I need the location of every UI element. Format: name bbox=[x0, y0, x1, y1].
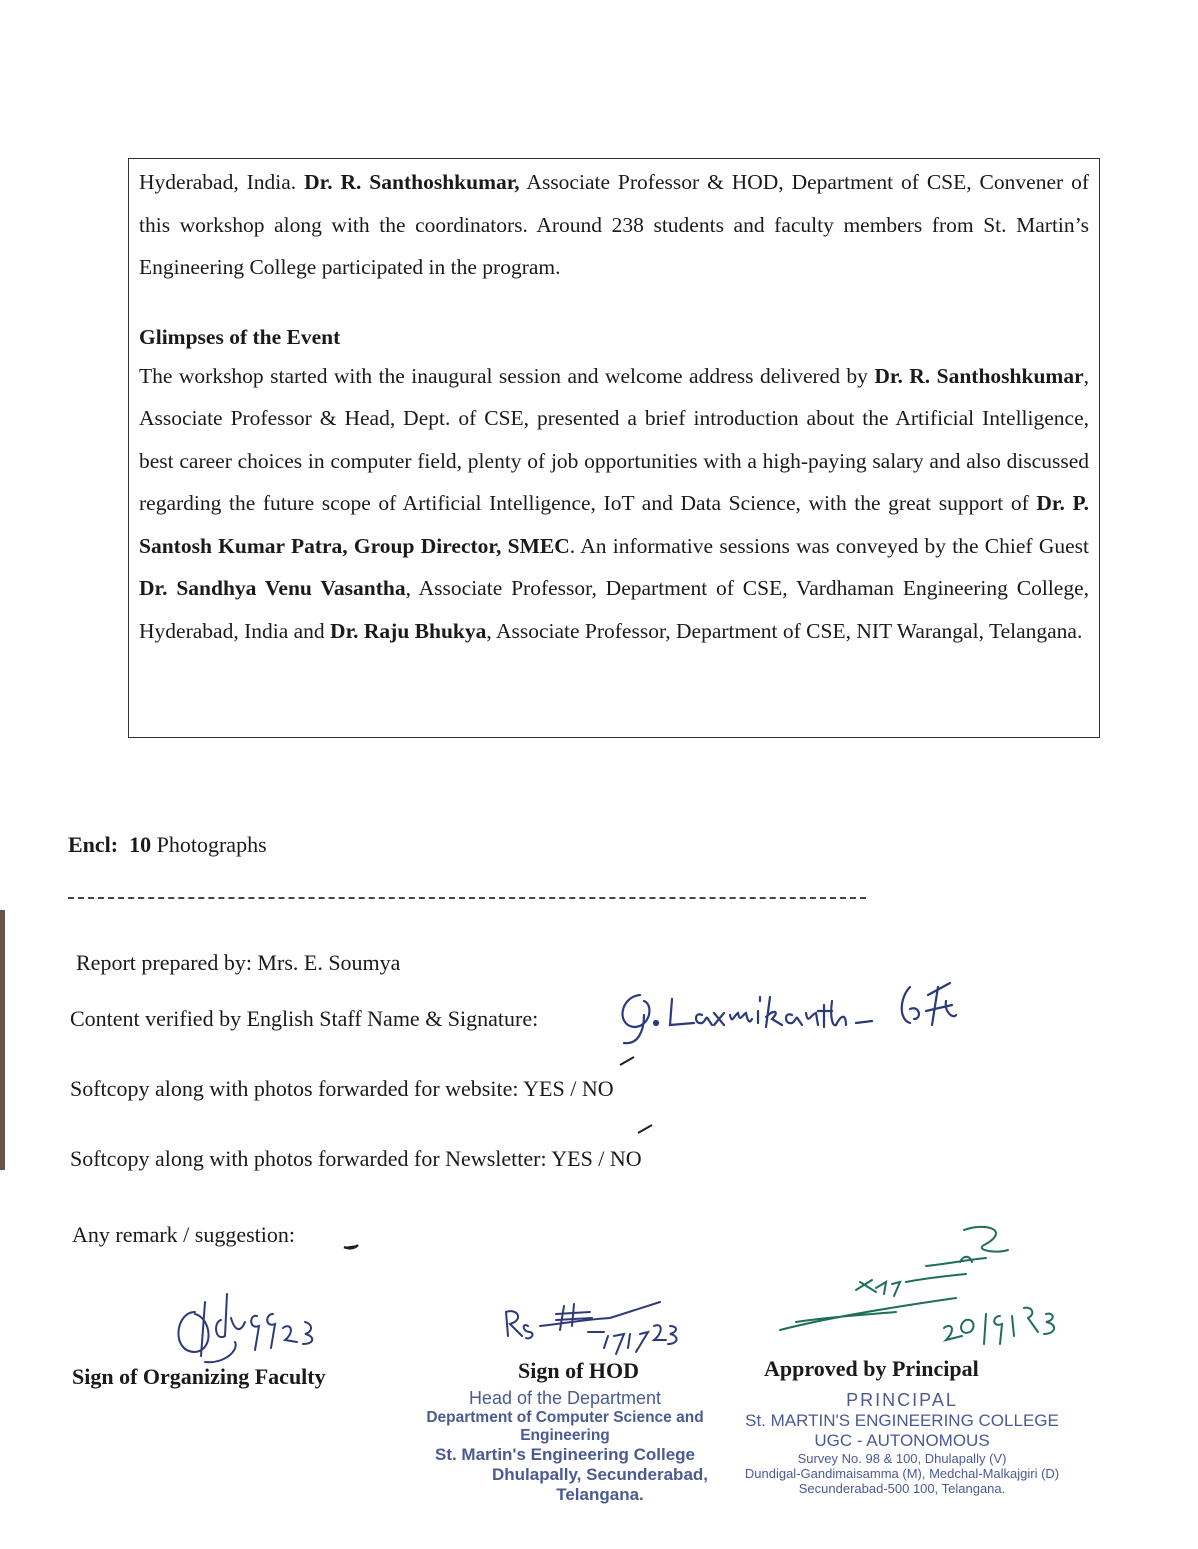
tick-mark-icon bbox=[636, 1122, 656, 1140]
newsletter-line: Softcopy along with photos forwarded for Newsletter: YES / NO bbox=[70, 1146, 642, 1171]
principal-signature bbox=[776, 1218, 1066, 1363]
section-heading: Glimpses of the Event bbox=[139, 324, 341, 349]
enclosure-line: Encl: 10 Photographs bbox=[68, 832, 267, 857]
verified-by: Content verified by English Staff Name & Signature: bbox=[70, 1006, 539, 1031]
prepared-by: Report prepared by: Mrs. E. Soumya bbox=[76, 950, 401, 975]
scan-edge-mark bbox=[0, 910, 5, 1170]
hod-stamp: Head of the Department Department of Computer Science and Engineering St. Martin's Engineering College Dhulapally, Secunderabad, Telangana. bbox=[426, 1388, 709, 1504]
principal-stamp: PRINCIPAL St. MARTIN'S ENGINEERING COLLEGE UGC - AUTONOMOUS Survey No. 98 & 100, Dhulapally (V) Dundigal-Gandimaisamma (M), Medchal-Malkajgiri (D) Secunderabad-500 100, Telangana. bbox=[744, 1390, 1060, 1496]
sign-principal-label: Approved by Principal bbox=[764, 1356, 979, 1381]
sign-faculty-label: Sign of Organizing Faculty bbox=[72, 1364, 326, 1389]
website-line: Softcopy along with photos forwarded for website: YES / NO bbox=[70, 1076, 614, 1101]
dash-mark-icon bbox=[342, 1238, 362, 1256]
paragraph-glimpses: The workshop started with the inaugural session and welcome address delivered by Dr. R. Santhoshkumar, Associate Professor & Head, Dept. of CSE, presented a brief introduction about the Artificial Intelligence, best career choices in computer field, plenty of job opportunities with a high-paying salary and also discussed regarding the future scope of Artificial Intelligence, IoT and Data Science, with the great support of Dr. P. Santosh Kumar Patra, Group Director, SMEC. An informative sessions was conveyed by the Chief Guest Dr. Sandhya Venu Vasantha, Associate Professor, Department of CSE, Vardhaman Engineering College, Hyderabad, India and Dr. Raju Bhukya, Associate Professor, Department of CSE, NIT Warangal, Telangana. bbox=[139, 363, 1090, 643]
tick-mark-icon bbox=[618, 1054, 638, 1072]
report-box bbox=[128, 158, 1100, 738]
english-staff-signature bbox=[610, 975, 990, 1060]
paragraph-intro: Hyderabad, India. Dr. R. Santhoshkumar, Associate Professor & HOD, Department of CSE, Convener of this workshop along with the coordinators. Around 238 students and faculty members from St. Martin’s Engineering College participated in the program. bbox=[139, 170, 1089, 279]
dashed-divider bbox=[68, 897, 866, 899]
remark-line: Any remark / suggestion: bbox=[72, 1222, 296, 1247]
sign-hod-label: Sign of HOD bbox=[518, 1358, 640, 1383]
